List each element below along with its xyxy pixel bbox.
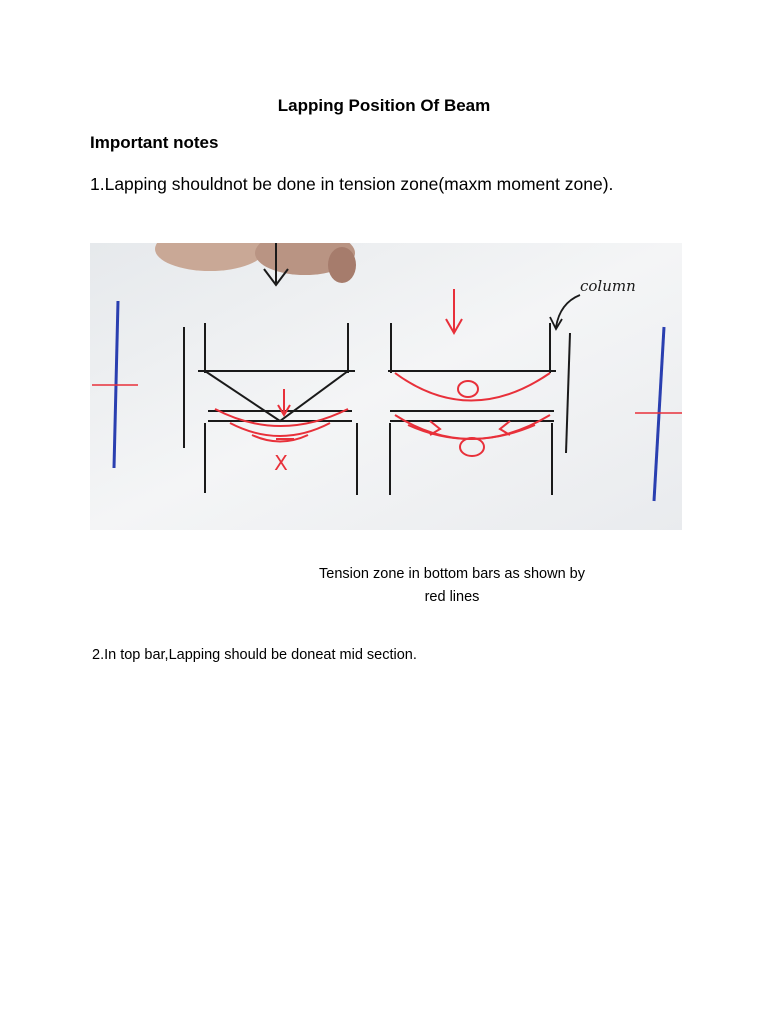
caption-line-1: Tension zone in bottom bars as shown by	[319, 566, 585, 582]
section-heading: Important notes	[90, 133, 219, 152]
note-2: 2.In top bar,Lapping should be doneat mid section.	[92, 647, 417, 663]
note-1: 1.Lapping shouldnot be done in tension zone(maxm moment zone).	[90, 174, 614, 194]
beam-sketch-photo	[90, 243, 682, 530]
column-label: column	[580, 277, 636, 295]
finger-shape	[328, 247, 356, 283]
figure-caption	[293, 563, 611, 609]
caption-line-2: red lines	[424, 589, 480, 605]
sketch-mark-x: X	[274, 451, 288, 475]
page-title: Lapping Position Of Beam	[277, 96, 491, 115]
